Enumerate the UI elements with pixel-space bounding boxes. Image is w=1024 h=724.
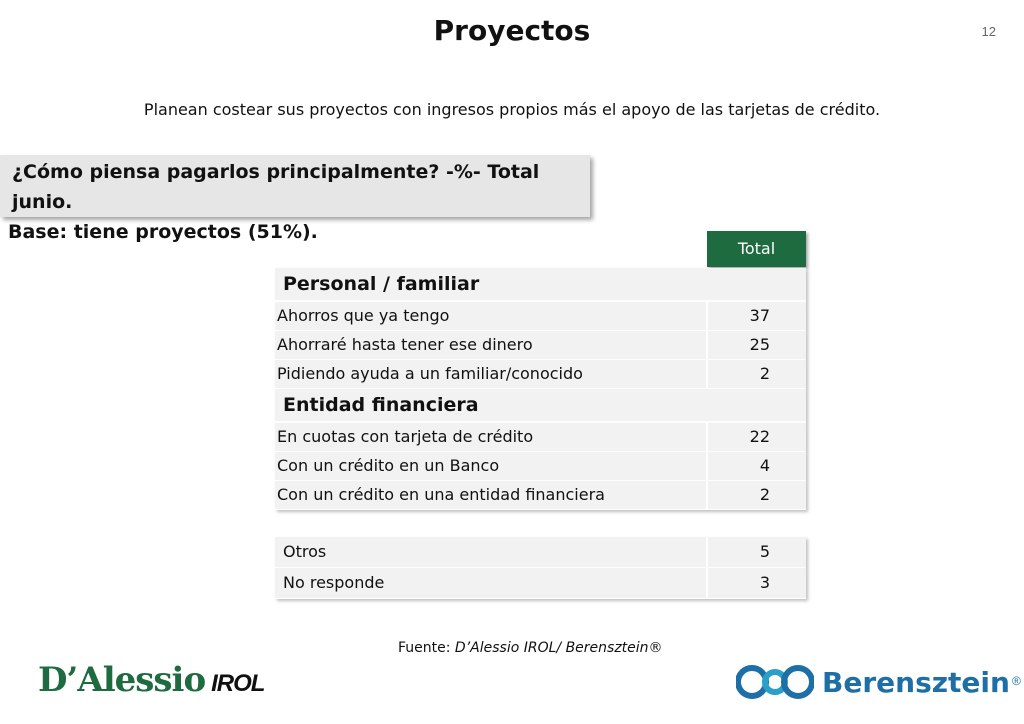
row-value: 37 bbox=[749, 306, 770, 325]
row-label: Otros bbox=[275, 537, 708, 567]
table-row bbox=[275, 302, 806, 331]
row-label: Con un crédito en una entidad financiera bbox=[275, 481, 708, 509]
section-header bbox=[275, 268, 806, 302]
row-label: En cuotas con tarjeta de crédito bbox=[275, 423, 708, 451]
row-value: 5 bbox=[759, 542, 770, 561]
dalessio-logo-irol: IROL bbox=[211, 670, 265, 697]
other-table bbox=[275, 537, 806, 599]
berensztein-logo-name: Berensztein bbox=[822, 665, 1010, 699]
row-value: 3 bbox=[759, 573, 770, 592]
table-row bbox=[275, 452, 806, 481]
section-title-financiera: Entidad financiera bbox=[283, 394, 479, 416]
berensztein-logo-reg: ® bbox=[1011, 674, 1021, 688]
row-label: Ahorraré hasta tener ese dinero bbox=[275, 331, 708, 359]
berensztein-logo bbox=[736, 664, 1021, 700]
page-title: Proyectos bbox=[433, 14, 591, 47]
question-line-1: ¿Cómo piensa pagarlos principalmente? -%- Total junio. bbox=[12, 161, 540, 213]
berensztein-symbol-icon bbox=[736, 664, 814, 700]
row-value: 22 bbox=[749, 427, 770, 446]
column-header-total: Total bbox=[707, 231, 806, 267]
table-row bbox=[275, 537, 806, 568]
source-prefix: Fuente: bbox=[398, 640, 455, 656]
row-value: 4 bbox=[759, 456, 770, 475]
page-number: 12 bbox=[981, 24, 996, 39]
question-box bbox=[0, 155, 590, 243]
row-label: Con un crédito en un Banco bbox=[275, 452, 708, 480]
table-row bbox=[275, 360, 806, 389]
subtitle: Planean costear sus proyectos con ingresos propios más el apoyo de las tarjetas de crédito. bbox=[143, 100, 881, 119]
row-label: No responde bbox=[275, 568, 708, 598]
table-row bbox=[275, 481, 806, 510]
source-text: D’Alessio IROL/ Berensztein® bbox=[454, 640, 663, 656]
question-line-2: Base: tiene proyectos (51%). bbox=[8, 221, 318, 243]
table-row bbox=[275, 568, 806, 599]
source-note bbox=[398, 640, 663, 656]
section-title-personal: Personal / familiar bbox=[283, 273, 480, 295]
row-value: 25 bbox=[749, 335, 770, 354]
table-row bbox=[275, 331, 806, 360]
row-label: Ahorros que ya tengo bbox=[275, 302, 708, 330]
table-row bbox=[275, 423, 806, 452]
section-header bbox=[275, 389, 806, 423]
row-value: 2 bbox=[759, 485, 770, 504]
dalessio-logo-main: D’Alessio bbox=[38, 660, 206, 700]
results-table bbox=[275, 268, 806, 510]
row-value: 2 bbox=[759, 364, 770, 383]
dalessio-logo bbox=[38, 660, 264, 700]
row-label: Pidiendo ayuda a un familiar/conocido bbox=[275, 360, 708, 388]
